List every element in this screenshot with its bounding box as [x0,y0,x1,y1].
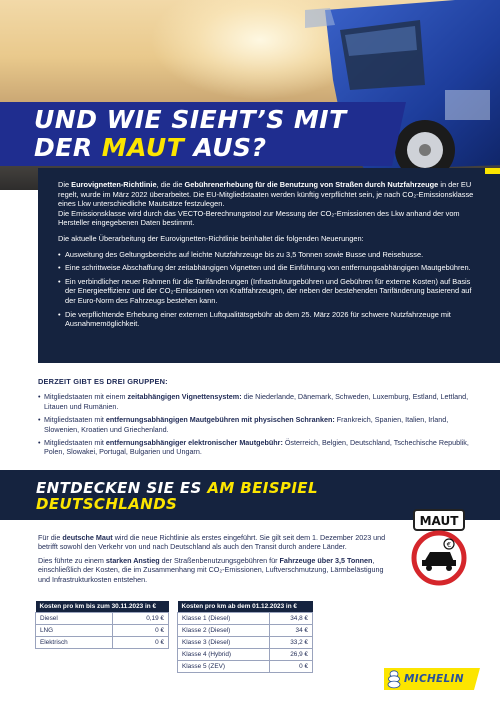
table-row: Diesel 0,19 € [36,613,169,625]
title-line-1: UND WIE SIEHT’S MIT [34,105,347,134]
list-item: • Mitgliedstaaten mit entfernungsabhängigen Mautgebühren mit physischen Schranken: Frankreich, Spanien, Italien, Irland, Slowenien, Kroatien und Griechenland. [38,415,478,434]
germany-body [38,533,390,588]
intro-bullet-list [58,250,476,329]
germany-paragraph-1: Für die deutsche Maut wird die neue Richtlinie als erstes eingeführt. Sie gilt seit dem 1. Dezember 2023 und betrifft sowohl den Verkehr von und nach Deutschland als auch den Transit durch andere Länder. [38,533,386,552]
groups-section [38,377,478,461]
cost-table-after [177,601,313,673]
groups-heading: DERZEIT GIBT ES DREI GRUPPEN: [38,377,168,386]
sign-label: MAUT [419,514,459,528]
svg-text:€: € [446,541,452,549]
yellow-accent-corner [485,168,500,174]
table-row: LNG 0 € [36,625,169,637]
intro-box [38,168,500,363]
table-row: Klasse 4 (Hybrid) 26,9 € [178,649,313,661]
list-item: • Mitgliedstaaten mit einem zeitabhängigen Vignettensystem: die Niederlande, Dänemark, Schweden, Luxemburg, Estland, Lettland, Litauen und Rumänien. [38,392,478,411]
list-item: • Mitgliedstaaten mit entfernungsabhängiger elektronischer Mautgebühr: Österreich, Belgien, Deutschland, Tschechische Republik, Polen, Slowakei, Portugal, Bulgarien und Ungarn. [38,438,478,457]
title-highlight: MAUT [101,133,185,162]
table-row: Elektrisch 0 € [36,637,169,649]
list-item: • Die verpflichtende Erhebung einer externen Luftqualitätsgebühr ab dem 25. März 2026 für schwere Nutzfahrzeuge mit Ausnahmemöglichkeit. [58,310,476,329]
groups-list [38,392,478,456]
list-item: • Eine schrittweise Abschaffung der zeitabhängigen Vignetten und die Einführung von entfernungsabhängigen Mautgebühren. [58,263,476,273]
list-item: • Ein verbindlicher neuer Rahmen für die Tarifänderungen (Infrastrukturgebühren und Gebühren für externe Kosten) auf Basis der Energieeffizienz und der CO₂-Emissionen von Kraftfahrzeugen, der neben der bestehenden Tarifänderung basierend auf der Euro-Norm des Fahrzeugs bestehen kann. [58,277,476,306]
intro-paragraph-1: Die Eurovignetten-Richtlinie, die die Gebührenerhebung für die Benutzung von Straßen durch Nutzfahrzeuge in der EU regelt, wurde im März 2022 überarbeitet. Die EU-Mitgliedstaaten werden künftig verpflichtet sein, je nach CO₂-Emissionsklasse eines Lkw unterschiedliche Mautsätze festzulegen. Die Emissionsklasse wird durch das VECTO-Berechnungstool zur Messung der CO₂-Emissionen des Lkw anhand der vom Hersteller eingegebenen Daten bestimmt. [58,180,474,228]
section-title: ENTDECKEN SIE ES AM BEISPIEL DEUTSCHLANDS [36,479,318,513]
table-row: Klasse 3 (Diesel) 33,2 € [178,637,313,649]
table-row: Klasse 2 (Diesel) 34 € [178,625,313,637]
title-line-2-post: AUS? [184,133,267,162]
table-header: Kosten pro km bis zum 30.11.2023 in € [36,601,169,613]
intro-paragraph-2: Die aktuelle Überarbeitung der Eurovignetten-Richtlinie beinhaltet die folgenden Neuerungen: [58,233,364,243]
list-item: • Ausweitung des Geltungsbereichs auf leichte Nutzfahrzeuge bis zu 3,5 Tonnen sowie Busse und Reisebusse. [58,250,476,260]
title-line-2-pre: DER [34,133,102,162]
logo-text: MICHELIN [404,673,464,685]
germany-paragraph-2: Dies führte zu einem starken Anstieg der Straßenbenutzungsgebühren für Fahrzeuge über 3,5 Tonnen, einschließlich der Kosten, die im Zusammenhang mit CO₂-Emissionen, Luftverschmutzung, Lärmbelästigung und Infrastrukturkosten entstehen. [38,555,384,584]
maut-sign-icon [404,508,474,586]
table-row: Klasse 1 (Diesel) 34,8 € [178,613,313,625]
table-header: Kosten pro km ab dem 01.12.2023 in € [178,601,313,613]
bibendum-icon [388,671,400,688]
table-row: Klasse 5 (ZEV) 0 € [178,661,313,673]
page-title [34,106,394,162]
cost-table-before [35,601,169,649]
